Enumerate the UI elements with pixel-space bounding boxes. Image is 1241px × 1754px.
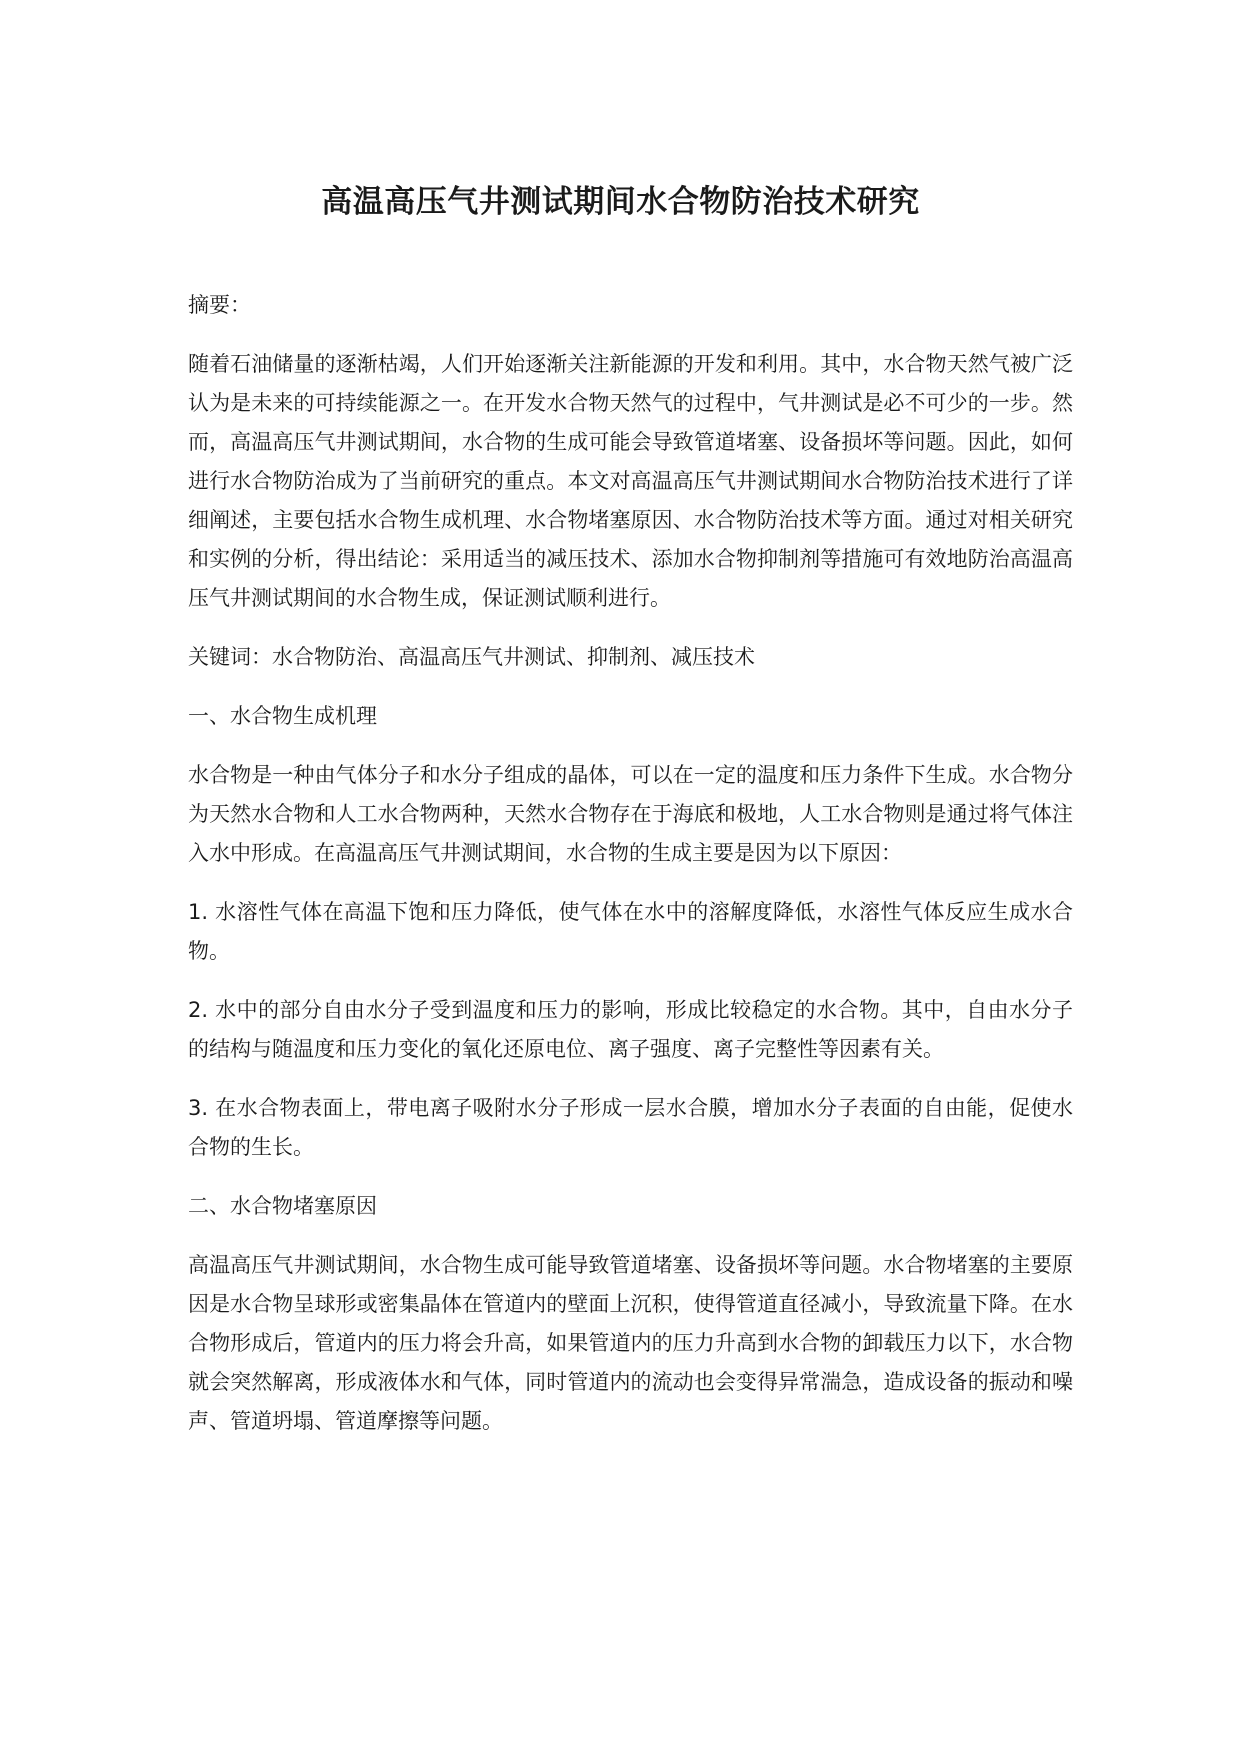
section-heading-2: 二、水合物堵塞原因 — [188, 1194, 377, 1218]
abstract-paragraph: 随着石油储量的逐渐枯竭，人们开始逐渐关注新能源的开发和利用。其中，水合物天然气被广泛认为是未来的可持续能源之一。在开发水合物天然气的过程中，气井测试是必不可少的一步。然而，高温高压气井测试期间，水合物的生成可能会导致管道堵塞、设备损坏等问题。因此，如何进行水合物防治成为了当前研究的重点。本文对高温高压气井测试期间水合物防治技术进行了详细阐述，主要包括水合物生成机理、水合物堵塞原因、水合物防治技术等方面。通过对相关研究和实例的分析，得出结论：采用适当的减压技术、添加水合物抑制剂等措施可有效地防治高温高压气井测试期间的水合物生成，保证测试顺利进行。 — [188, 352, 1073, 610]
document-title: 高温高压气井测试期间水合物防治技术研究 — [321, 184, 920, 220]
list-item: 3. 在水合物表面上，带电离子吸附水分子形成一层水合膜，增加水分子表面的自由能，促使水合物的生长。 — [188, 1096, 1073, 1159]
document-body — [188, 286, 1073, 1461]
list-item: 2. 水中的部分自由水分子受到温度和压力的影响，形成比较稳定的水合物。其中，自由水分子的结构与随温度和压力变化的氧化还原电位、离子强度、离子完整性等因素有关。 — [188, 998, 1073, 1061]
list-item: 1. 水溶性气体在高温下饱和压力降低，使气体在水中的溶解度降低，水溶性气体反应生成水合物。 — [188, 900, 1073, 963]
keywords-line: 关键词：水合物防治、高温高压气井测试、抑制剂、减压技术 — [188, 645, 755, 669]
section-heading-1: 一、水合物生成机理 — [188, 704, 377, 728]
section-1-intro: 水合物是一种由气体分子和水分子组成的晶体，可以在一定的温度和压力条件下生成。水合物分为天然水合物和人工水合物两种，天然水合物存在于海底和极地，人工水合物则是通过将气体注入水中形成。在高温高压气井测试期间，水合物的生成主要是因为以下原因： — [188, 763, 1073, 865]
abstract-label: 摘要： — [188, 293, 251, 317]
section-2-paragraph: 高温高压气井测试期间，水合物生成可能导致管道堵塞、设备损坏等问题。水合物堵塞的主要原因是水合物呈球形或密集晶体在管道内的壁面上沉积，使得管道直径减小，导致流量下降。在水合物形成后，管道内的压力将会升高，如果管道内的压力升高到水合物的卸载压力以下，水合物就会突然解离，形成液体水和气体，同时管道内的流动也会变得异常湍急，造成设备的振动和噪声、管道坍塌、管道摩擦等问题。 — [188, 1253, 1073, 1433]
